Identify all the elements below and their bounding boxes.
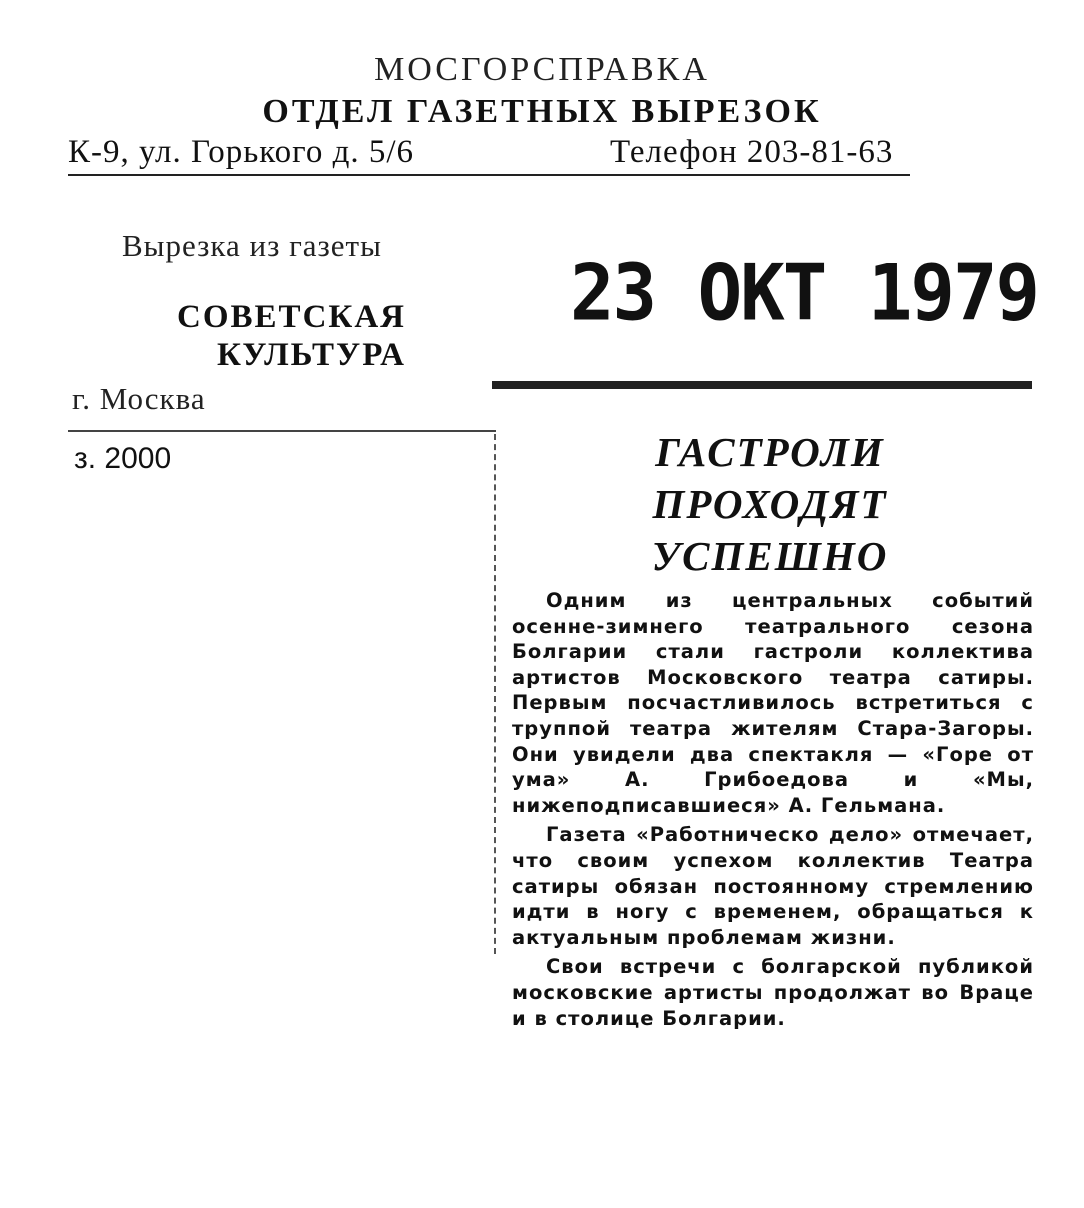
clipping-label: Вырезка из газеты: [122, 228, 382, 263]
address: К-9, ул. Горького д. 5/6: [68, 134, 415, 170]
article-headline: [520, 426, 1020, 582]
newspaper-name-line2: КУЛЬТУРА: [216, 337, 406, 373]
newspaper-name-line1: СОВЕТСКАЯ: [177, 299, 406, 335]
city: г. Москва: [72, 381, 206, 416]
headline-line-2: ПРОХОДЯТ: [652, 481, 888, 527]
article-paragraph-2: Газета «Работническо дело» отмечает, что своим успехом коллектив Театра сатиры обязан постоянному стремлению идти в ногу с временем, обращаться к актуальным проблемам жизни.: [512, 823, 1034, 949]
column-rule: [492, 381, 1032, 389]
column-separator: [494, 434, 496, 954]
headline-line-3: УСПЕШНО: [651, 533, 889, 579]
left-divider: [68, 430, 496, 432]
phone-number: Телефон 203-81-63: [610, 134, 894, 170]
header-divider: [68, 174, 910, 176]
newspaper-name: [166, 298, 406, 374]
order-number: з. 2000: [74, 442, 172, 475]
department-name: ОТДЕЛ ГАЗЕТНЫХ ВЫРЕЗОК: [262, 93, 822, 130]
article-paragraph-3: Свои встречи с болгарской публикой московские артисты продолжат во Враце и в столице Болгарии.: [512, 955, 1034, 1030]
date-stamp: 23 ОКТ 1979: [570, 248, 1039, 339]
article-paragraph-1: Одним из центральных событий осенне-зимнего театрального сезона Болгарии стали гастроли коллектива артистов Московского театра сатиры. Первым посчастливилось встретиться с труппой театра жителям Стара-Загоры. Они увидели два спектакля — «Горе от ума» А. Грибоедова и «Мы, нижеподписавшиеся» А. Гельмана.: [512, 589, 1034, 817]
organization-name: МОСГОРСПРАВКА: [374, 51, 710, 88]
headline-line-1: ГАСТРОЛИ: [655, 429, 885, 475]
article-body: [512, 588, 1034, 1035]
